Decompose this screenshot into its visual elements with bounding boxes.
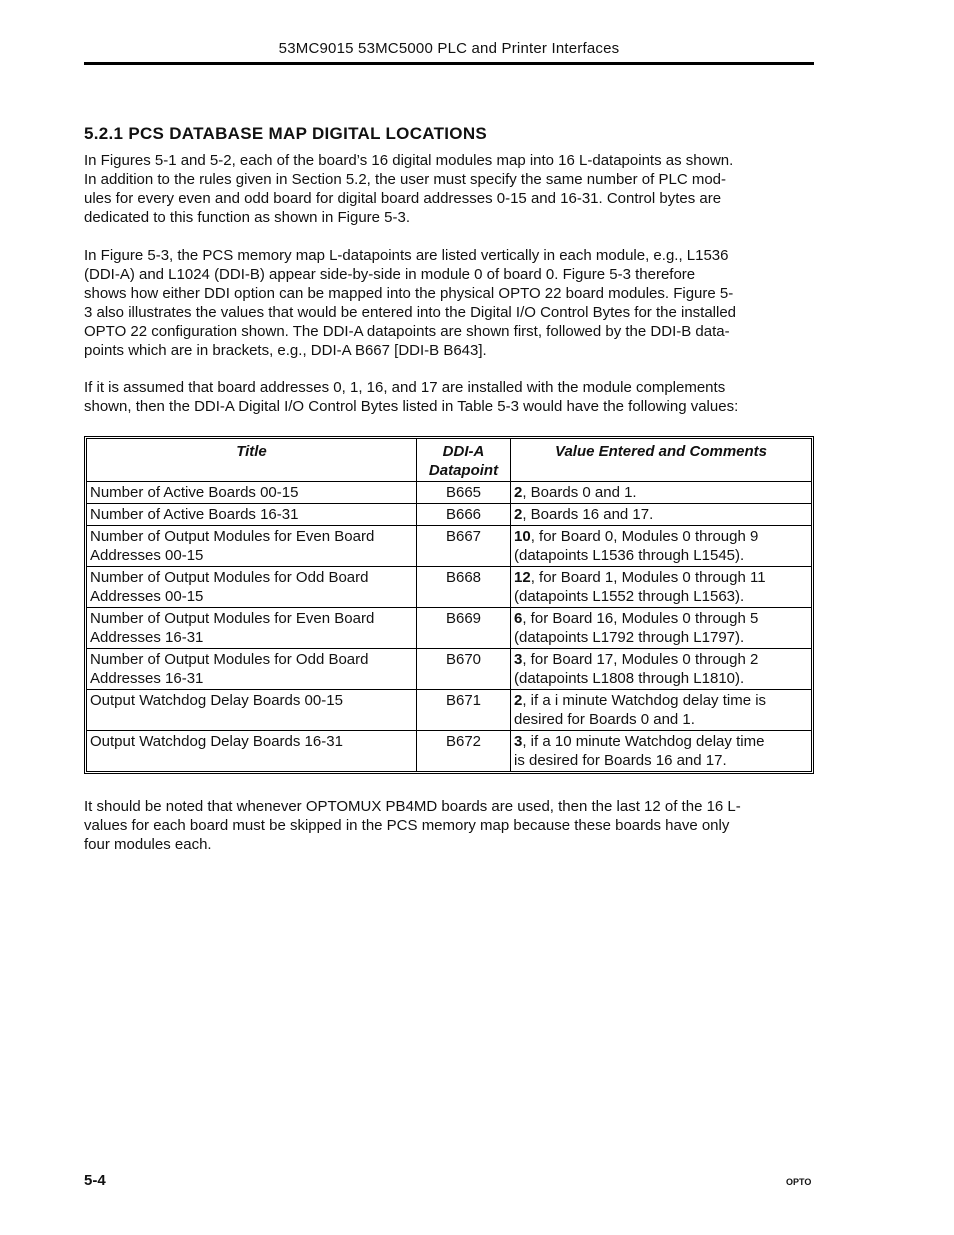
cell-datapoint: B667 <box>417 526 511 567</box>
paragraph-line: It should be noted that whenever OPTOMUX PB4MD boards are used, then the last 12 of the 16 L- <box>84 798 741 815</box>
cell-title-line: Number of Output Modules for Odd Board <box>90 569 369 586</box>
cell-comment-line: desired for Boards 0 and 1. <box>514 711 695 728</box>
cell-title-line: Number of Output Modules for Odd Board <box>90 651 369 668</box>
cell-title <box>87 649 417 690</box>
paragraph-line: 3 also illustrates the values that would be entered into the Digital I/O Control Bytes for the installed <box>84 304 737 321</box>
cell-title-line: Addresses 00-15 <box>90 588 204 605</box>
cell-title-line: Number of Active Boards 00-15 <box>90 484 299 501</box>
cell-value: 12 <box>514 569 531 586</box>
table-body <box>87 482 811 771</box>
section-heading: 5.2.1 PCS DATABASE MAP DIGITAL LOCATIONS <box>84 124 488 143</box>
table-header-row <box>87 439 811 482</box>
cell-title <box>87 608 417 649</box>
cell-title <box>87 567 417 608</box>
cell-comment <box>511 649 811 690</box>
paragraph-line: four modules each. <box>84 836 212 853</box>
cell-comment-first-line <box>514 568 808 587</box>
header-datapoint-line1: DDI-A <box>442 443 485 460</box>
cell-comment-line: (datapoints L1552 through L1563). <box>514 588 745 605</box>
cell-comment <box>511 504 811 526</box>
paragraph-line: In Figure 5-3, the PCS memory map L-datapoints are listed vertically in each module, e.g., L1536 <box>84 247 729 264</box>
header-rule <box>84 62 814 65</box>
table-row <box>87 731 811 771</box>
cell-comment-first-line <box>514 691 808 710</box>
cell-comment <box>511 567 811 608</box>
cell-value: 6 <box>514 610 523 627</box>
footer-brand: OPTO <box>786 1177 812 1187</box>
cell-datapoint: B666 <box>417 504 511 526</box>
cell-title <box>87 690 417 731</box>
cell-comment-line: is desired for Boards 16 and 17. <box>514 752 727 769</box>
cell-comment-text: , for Board 17, Modules 0 through 2 <box>522 651 759 668</box>
cell-value: 2 <box>514 484 523 501</box>
cell-comment-first-line <box>514 609 808 628</box>
cell-comment <box>511 526 811 567</box>
cell-datapoint: B665 <box>417 482 511 504</box>
table-row <box>87 608 811 649</box>
cell-value: 3 <box>514 733 523 750</box>
table-row <box>87 690 811 731</box>
cell-title-line: Output Watchdog Delay Boards 00-15 <box>90 692 343 709</box>
paragraph-line: values for each board must be skipped in the PCS memory map because these boards have only <box>84 817 730 834</box>
cell-datapoint: B671 <box>417 690 511 731</box>
header-comments: Value Entered and Comments <box>511 439 811 482</box>
cell-comment-text: , Boards 16 and 17. <box>522 506 654 523</box>
paragraph-line: If it is assumed that board addresses 0, 1, 16, and 17 are installed with the module complements <box>84 379 726 396</box>
cell-comment-text: , Boards 0 and 1. <box>522 484 637 501</box>
cell-comment-line: (datapoints L1792 through L1797). <box>514 629 745 646</box>
cell-comment <box>511 690 811 731</box>
cell-title <box>87 482 417 504</box>
cell-comment <box>511 608 811 649</box>
cell-comment-text: , for Board 1, Modules 0 through 11 <box>530 569 766 586</box>
cell-title-line: Output Watchdog Delay Boards 16-31 <box>90 733 343 750</box>
paragraph-line: In Figures 5-1 and 5-2, each of the board’s 16 digital modules map into 16 L-datapoints as shown. <box>84 152 734 169</box>
running-header: 53MC9015 53MC5000 PLC and Printer Interfaces <box>278 40 620 57</box>
table-row <box>87 504 811 526</box>
cell-title <box>87 504 417 526</box>
cell-title-line: Addresses 16-31 <box>90 670 204 687</box>
paragraph-line: points which are in brackets, e.g., DDI-A B667 [DDI-B B643]. <box>84 342 487 359</box>
cell-title-line: Number of Output Modules for Even Board <box>90 528 375 545</box>
cell-comment-line: (datapoints L1808 through L1810). <box>514 670 745 687</box>
cell-value: 3 <box>514 651 523 668</box>
cell-datapoint: B672 <box>417 731 511 771</box>
cell-title-line: Number of Active Boards 16-31 <box>90 506 299 523</box>
cell-datapoint: B668 <box>417 567 511 608</box>
paragraph-figure-5-3 <box>84 246 814 360</box>
cell-datapoint: B670 <box>417 649 511 690</box>
paragraph-line: In addition to the rules given in Section 5.2, the user must specify the same number of PLC mod- <box>84 171 727 188</box>
header-datapoint <box>417 439 511 482</box>
cell-comment-first-line <box>514 650 808 669</box>
cell-comment-first-line <box>514 483 808 502</box>
cell-title-line: Addresses 16-31 <box>90 629 204 646</box>
cell-title-line: Addresses 00-15 <box>90 547 204 564</box>
table-row <box>87 567 811 608</box>
cell-comment <box>511 731 811 771</box>
cell-value: 2 <box>514 506 523 523</box>
paragraph-line: shown, then the DDI-A Digital I/O Control Bytes listed in Table 5-3 would have the following values: <box>84 398 739 415</box>
table-row <box>87 482 811 504</box>
paragraph-line: dedicated to this function as shown in Figure 5-3. <box>84 209 411 226</box>
cell-comment-text: , for Board 0, Modules 0 through 9 <box>530 528 759 545</box>
cell-title <box>87 731 417 771</box>
paragraph-assumption <box>84 378 814 416</box>
cell-comment-text: , if a i minute Watchdog delay time is <box>522 692 767 709</box>
control-bytes-table <box>84 436 814 774</box>
cell-title <box>87 526 417 567</box>
cell-comment-first-line <box>514 527 808 546</box>
cell-value: 2 <box>514 692 523 709</box>
cell-value: 10 <box>514 528 531 545</box>
cell-comment-text: , if a 10 minute Watchdog delay time <box>522 733 765 750</box>
table-row <box>87 649 811 690</box>
page-number: 5-4 <box>84 1172 106 1189</box>
cell-comment <box>511 482 811 504</box>
header-datapoint-line2: Datapoint <box>428 462 499 479</box>
table-row <box>87 526 811 567</box>
cell-datapoint: B669 <box>417 608 511 649</box>
header-title: Title <box>87 439 417 482</box>
cell-comment-first-line <box>514 732 808 751</box>
cell-comment-text: , for Board 16, Modules 0 through 5 <box>522 610 759 627</box>
paragraph-line: (DDI-A) and L1024 (DDI-B) appear side-by-side in module 0 of board 0. Figure 5-3 therefore <box>84 266 696 283</box>
paragraph-optomux-note <box>84 797 814 854</box>
paragraph-intro <box>84 151 814 227</box>
paragraph-line: ules for every even and odd board for digital board addresses 0-15 and 16-31. Control bytes are <box>84 190 722 207</box>
cell-comment-line: (datapoints L1536 through L1545). <box>514 547 745 564</box>
paragraph-line: shows how either DDI option can be mapped into the physical OPTO 22 board modules. Figure 5- <box>84 285 734 302</box>
paragraph-line: OPTO 22 configuration shown. The DDI-A datapoints are shown first, followed by the DDI-B data- <box>84 323 730 340</box>
cell-comment-first-line <box>514 505 808 524</box>
cell-title-line: Number of Output Modules for Even Board <box>90 610 375 627</box>
